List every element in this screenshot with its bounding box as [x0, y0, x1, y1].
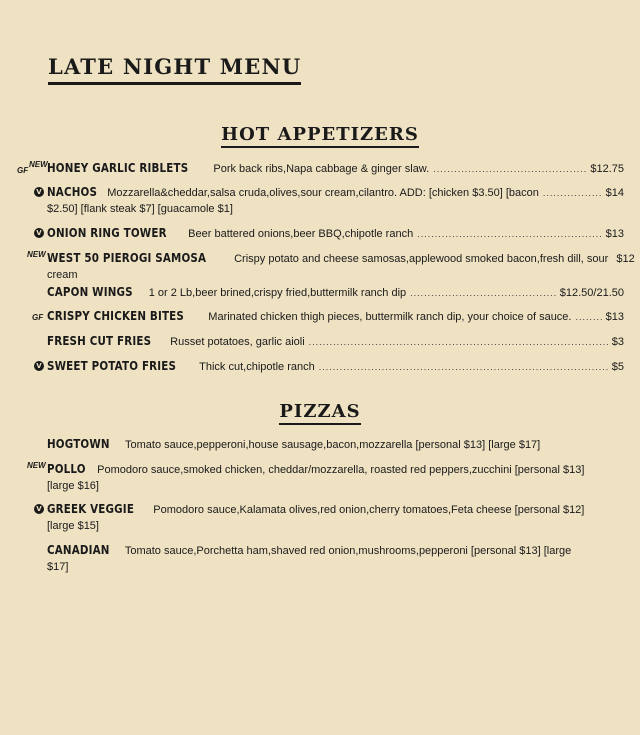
- item-description: Pomodoro sauce,Kalamata olives,red onion,cherry tomatoes,Feta cheese [personal $12]: [153, 504, 585, 516]
- leader-dots: [319, 359, 608, 375]
- item-name: POLLO: [47, 462, 86, 476]
- item-description-continued: $17]: [47, 561, 69, 573]
- gf-badge: GF: [32, 313, 44, 322]
- item-name: CRISPY CHICKEN BITES: [47, 309, 184, 323]
- new-badge: NEW: [27, 250, 46, 259]
- item-name: GREEK VEGGIE: [47, 502, 135, 516]
- item-price: $12.75: [590, 163, 624, 175]
- item-description-continued: cream: [47, 269, 78, 281]
- section-title-pizzas: PIZZAS: [0, 401, 640, 423]
- item-description: Marinated chicken thigh pieces, buttermilk ranch dip, your choice of sauce.: [208, 311, 572, 323]
- item-description: Thick cut,chipotle ranch: [199, 361, 315, 373]
- item-name: CANADIAN: [47, 543, 110, 557]
- menu-item: [27, 250, 635, 283]
- menu-item: [36, 225, 624, 242]
- vegetarian-icon: V: [34, 361, 44, 371]
- item-price: $12.50/21.50: [559, 287, 624, 299]
- menu-item: [17, 160, 624, 177]
- item-description: Russet potatoes, garlic aioli: [170, 336, 305, 348]
- item-name: ONION RING TOWER: [47, 226, 167, 240]
- vegetarian-icon: V: [34, 504, 44, 514]
- leader-dots: [576, 309, 602, 325]
- item-description: 1 or 2 Lb,beer brined,crispy fried,buttermilk ranch dip: [148, 287, 407, 299]
- menu-item: [47, 284, 624, 301]
- vegetarian-icon: V: [34, 187, 44, 197]
- menu-item: [47, 542, 610, 575]
- page-title: LATE NIGHT MENU: [48, 54, 301, 85]
- menu-item: [36, 184, 624, 217]
- leader-dots: [309, 334, 608, 350]
- leader-dots: [433, 161, 586, 177]
- item-description: Pomodoro sauce,smoked chicken, cheddar/mozzarella, roasted red peppers,zucchini [personal $13]: [97, 464, 585, 476]
- menu-item: [36, 358, 624, 375]
- item-description: Beer battered onions,beer BBQ,chipotle ranch: [188, 228, 414, 240]
- item-price: $13: [605, 228, 624, 240]
- vegetarian-icon: V: [34, 228, 44, 238]
- item-price: $13: [605, 311, 624, 323]
- gf-badge: GF: [17, 166, 29, 175]
- item-description-continued: [large $15]: [47, 520, 99, 532]
- item-description: Mozzarella&cheddar,salsa cruda,olives,sour cream,cilantro. ADD: [chicken $3.50] [bacon: [107, 187, 539, 199]
- item-price: $3: [611, 336, 624, 348]
- item-description: Pork back ribs,Napa cabbage & ginger slaw.: [213, 163, 430, 175]
- item-name: WEST 50 PIEROGI SAMOSA: [47, 251, 207, 265]
- item-description: Crispy potato and cheese samosas,applewood smoked bacon,fresh dill, sour: [234, 253, 609, 265]
- item-price: $14: [605, 187, 624, 199]
- menu-item: [27, 461, 610, 494]
- item-name: CAPON WINGS: [47, 285, 133, 299]
- item-name: HOGTOWN: [47, 437, 110, 451]
- new-badge: NEW: [29, 160, 48, 169]
- item-name: NACHOS: [47, 185, 98, 199]
- item-description-continued: $2.50] [flank steak $7] [guacamole $1]: [47, 203, 233, 215]
- item-name: HONEY GARLIC RIBLETS: [47, 161, 189, 175]
- item-price: $5: [611, 361, 624, 373]
- leader-dots: [543, 185, 602, 201]
- item-name: FRESH CUT FRIES: [47, 334, 152, 348]
- leader-dots: [417, 226, 601, 242]
- item-description: Tomato sauce,pepperoni,house sausage,bacon,mozzarella [personal $13] [large $17]: [125, 439, 541, 451]
- menu-item: [47, 333, 624, 350]
- leader-dots: [410, 285, 556, 301]
- item-price: $12: [616, 253, 635, 265]
- menu-item: [36, 501, 610, 534]
- section-title-hot-appetizers: HOT APPETIZERS: [0, 124, 640, 146]
- new-badge: NEW: [27, 461, 46, 470]
- menu-item: [32, 308, 624, 325]
- item-description-continued: [large $16]: [47, 480, 99, 492]
- menu-item: [47, 436, 570, 453]
- item-description: Tomato sauce,Porchetta ham,shaved red onion,mushrooms,pepperoni [personal $13] [large: [124, 545, 572, 557]
- item-name: SWEET POTATO FRIES: [47, 359, 177, 373]
